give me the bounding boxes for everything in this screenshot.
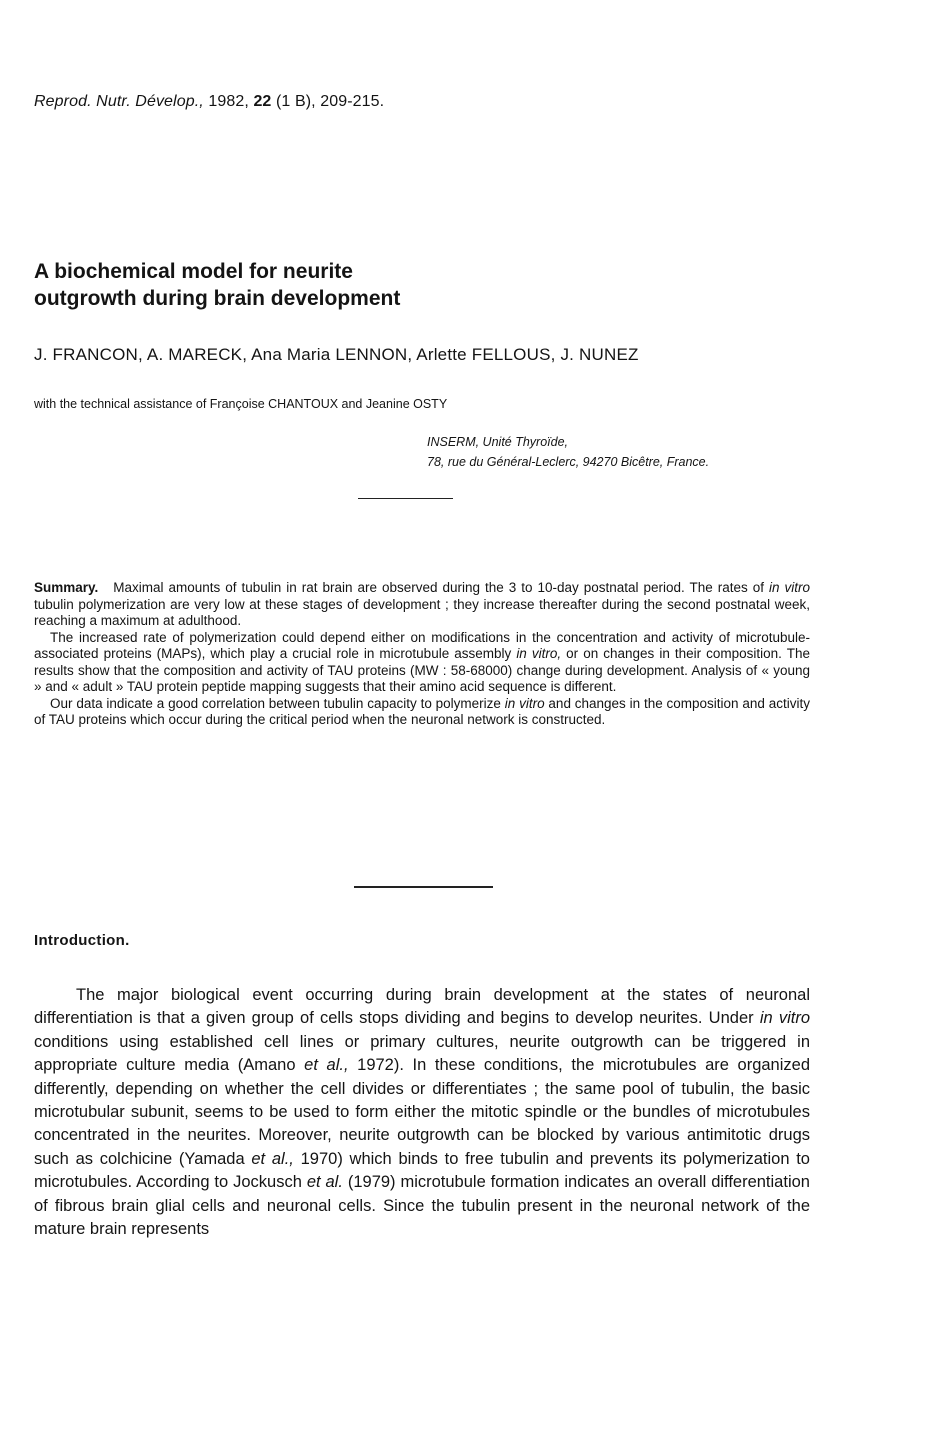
author-list: J. FRANCON, A. MARECK, Ana Maria LENNON, Arlette FELLOUS, J. NUNEZ [34,345,639,364]
journal-name: Reprod. Nutr. Dévelop., [34,93,204,110]
intro-text: The major biological event occurring during brain development at the states of neuronal differentiation is that a given group of cells stops dividing and begins to develop neurites. Under [34,986,810,1028]
paper-title [34,258,734,312]
intro-text: conditions using established cell lines or primary cultures, neurite outgrowth can be triggered in appropriate culture media (Amano [34,1032,810,1075]
title-line-2: outgrowth during brain development [34,287,401,310]
intro-italic: in vitro [759,1009,810,1028]
summary-italic: in vitro, [516,646,562,661]
summary-paragraph-2 [34,630,810,696]
separator-rule-top [358,498,453,499]
summary-paragraph-1 [34,580,810,630]
introduction-heading: Introduction. [34,932,130,949]
summary-text: or on changes in their composition. The results show that the composition and activity of TAU proteins (MW : 58-68000) change during development. Analysis of « young » and « adult » TAU protein peptide mapping suggests that their amino acid sequence is different. [34,646,810,694]
summary-paragraph-3 [34,696,810,729]
summary-text: Our data indicate a good correlation between tubulin capacity to polymerize [50,695,501,711]
summary-text: Maximal amounts of tubulin in rat brain are observed during the 3 to 10-day postnatal period. The rates of [113,580,764,595]
technical-assistance: with the technical assistance of Françoise CHANTOUX and Jeanine OSTY [34,397,448,411]
summary-text: The increased rate of polymerization could depend either on modifications in the concentration and activity of microtubule-associated proteins (MAPs), which play a crucial role in microtubule assembly [34,629,810,661]
affiliation-line-1: INSERM, Unité Thyroïde, [427,435,569,449]
journal-year: 1982, [208,93,249,110]
summary-italic: in vitro [768,580,810,595]
intro-text: 1970) which binds to free tubulin and prevents its polymerization to microtubules. According to Jockusch [34,1149,810,1192]
affiliation-line-2: 78, rue du Général-Leclerc, 94270 Bicêtre, France. [427,455,710,469]
summary-label: Summary. [34,580,99,595]
journal-pages: (1 B), 209-215. [275,93,385,110]
separator-rule-bottom [354,886,493,888]
intro-italic: et al., [251,1149,294,1168]
intro-text: 1972). In these conditions, the microtubules are organized differently, depending on whether the cell divides or differentiates ; the same pool of tubulin, the basic microtubular subunit, seems to be used to form either the mitotic spindle or the bundles of microtubules concentrated in the neurites. Moreover, neurite outgrowth can be blocked by various antimitotic drugs such as colchicine (Yamada [34,1056,810,1168]
summary-section [34,580,810,729]
intro-text: (1979) microtubule formation indicates an overall differentiation of fibrous brain glial cells and neuronal cells. Since the tubulin present in the neuronal network of the mature brain represents [34,1173,810,1239]
introduction-paragraph [34,984,810,1241]
summary-italic: in vitro [504,695,545,711]
summary-text: and changes in the composition and activity of TAU proteins which occur during the critical period when the neuronal network is constructed. [34,695,810,727]
intro-italic: et al. [306,1173,343,1192]
affiliation [427,432,709,472]
summary-text: tubulin polymerization are very low at these stages of development ; they increase thereafter during the second postnatal week, reaching a maximum at adulthood. [34,596,810,628]
journal-volume: 22 [253,93,272,110]
title-line-1: A biochemical model for neurite [34,260,353,283]
intro-italic: et al., [304,1056,349,1075]
journal-citation [34,93,384,111]
